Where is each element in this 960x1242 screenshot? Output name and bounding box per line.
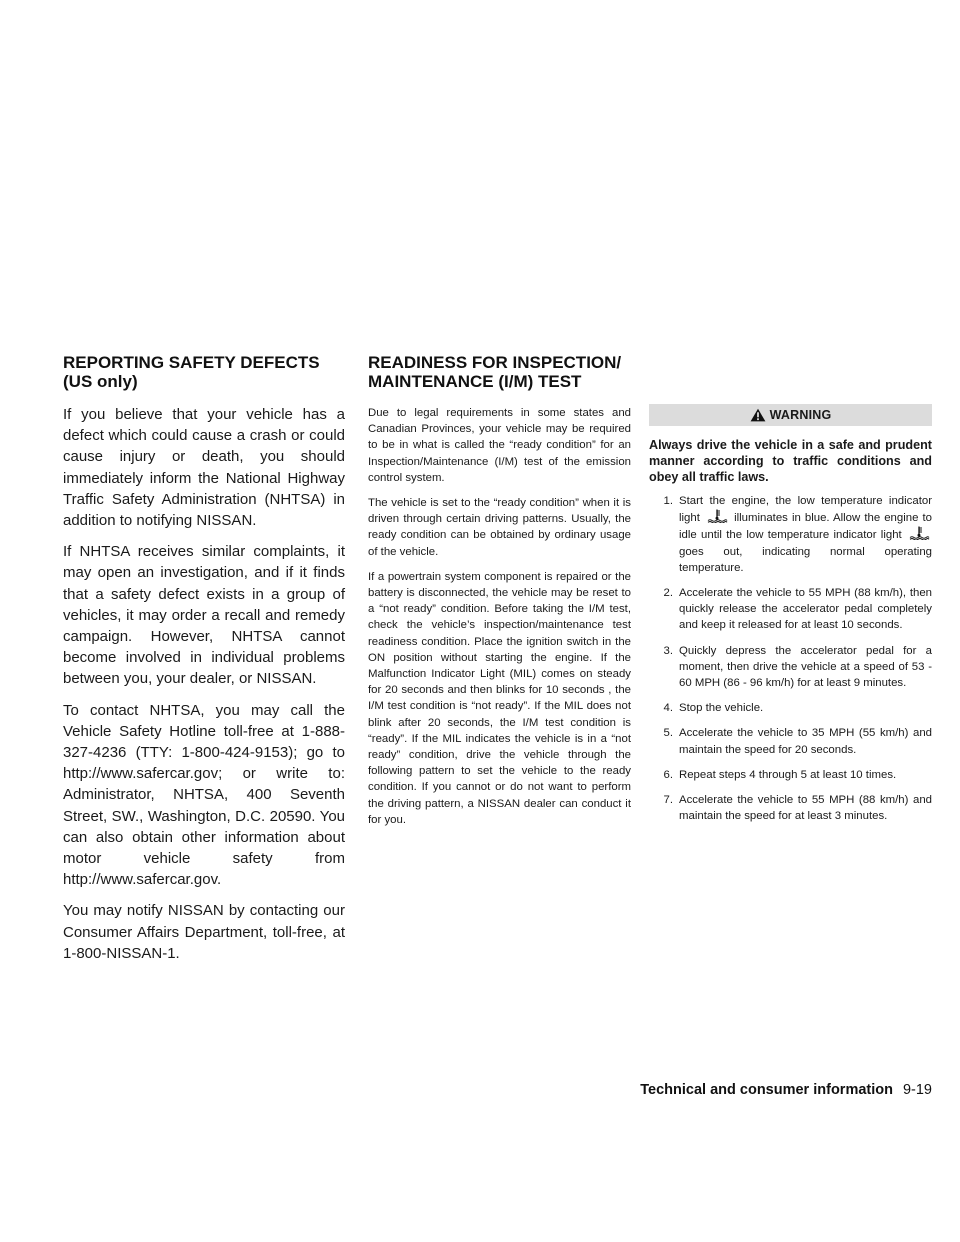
warning-text: Always drive the vehicle in a safe and prudent manner according to traffic conditions and obey all traffic laws. <box>649 438 932 484</box>
step-number: 5. <box>663 727 673 740</box>
step-text-part: illuminates in blue. Allow the engine to idle until the low temperature indicator light <box>679 512 932 542</box>
middle-column <box>368 405 631 837</box>
step-text <box>679 493 932 576</box>
step-text: Accelerate the vehicle to 55 MPH (88 km/h) and maintain the speed for at least 3 minutes. <box>679 794 932 823</box>
warning-label: WARNING <box>769 408 832 422</box>
footer-section-title: Technical and consumer information <box>640 1082 893 1098</box>
heading-readiness-im-test: READINESS FOR INSPECTION/ MAINTENANCE (I/M) TEST <box>368 353 622 391</box>
step-number: 1. <box>663 495 673 507</box>
list-item <box>649 643 932 692</box>
paragraph: To contact NHTSA, you may call the Vehicle Safety Hotline toll-free at 1-888-327-4236 (TTY: 1-800-424-9153); go to http://www.safercar.gov; or write to: Administrator, NHTSA, 400 Seventh Street, SW., Washington, D.C. 20590. You can also obtain other information about motor vehicle safety from http://www.safercar.gov. <box>63 701 345 889</box>
step-text: Accelerate the vehicle to 55 MPH (88 km/h), then quickly release the accelerator pedal completely and keep it released for at least 10 seconds. <box>679 587 932 632</box>
step-number: 2. <box>663 587 673 600</box>
step-text-part: Start the engine, the low temperature indicator light <box>679 495 932 525</box>
low-temperature-indicator-icon <box>908 526 930 540</box>
paragraph: If you believe that your vehicle has a defect which could cause a crash or could cause injury or death, you should immediately inform the National Highway Traffic Safety Administration (NHTSA) in addition to notifying NISSAN. <box>63 406 345 530</box>
warning-banner <box>649 404 932 426</box>
step-number: 3. <box>663 644 673 657</box>
paragraph: If NHTSA receives similar complaints, it may open an investigation, and if it finds that a safety defect exists in a group of vehicles, it may order a recall and remedy campaign. However, NHTSA cannot become involved in individual problems between you, your dealer, or NISSAN. <box>63 543 345 688</box>
step-text: Repeat steps 4 through 5 at least 10 times. <box>679 768 897 781</box>
list-item <box>649 792 932 824</box>
warning-triangle-icon <box>750 408 766 422</box>
paragraph: If a powertrain system component is repaired or the battery is disconnected, the vehicle may be reset to a “not ready” condition. Before taking the I/M test, check the vehicle’s inspection/maintenance test readiness condition. Place the ignition switch in the ON position without starting the engine. If the Malfunction Indicator Light (MIL) comes on steady for 20 seconds and then blinks for 10 seconds , the I/M test condition is “not ready”. If the MIL does not blink after 20 seconds, the I/M test condition is “ready”. If the MIL indicates the vehicle is in a “not ready” condition, drive the vehicle through the following pattern to set the vehicle to the ready condition. If you cannot or do not want to perform the driving pattern, a NISSAN dealer can conduct it for you. <box>368 570 631 826</box>
list-item <box>649 725 932 757</box>
step-text-part: goes out, indicating normal operating temperature. <box>679 545 932 574</box>
step-number: 7. <box>663 794 673 807</box>
step-text: Quickly depress the accelerator pedal for a moment, then drive the vehicle at a speed of 53 - 60 MPH (86 - 96 km/h) for at least 9 minutes. <box>679 644 932 690</box>
step-number: 6. <box>663 768 673 781</box>
step-text: Stop the vehicle. <box>679 702 764 715</box>
step-text: Accelerate the vehicle to 35 MPH (55 km/h) and maintain the speed for 20 seconds. <box>679 727 932 756</box>
list-item <box>649 585 932 634</box>
heading-reporting-safety-defects: REPORTING SAFETY DEFECTS (US only) <box>63 353 320 391</box>
procedure-steps <box>649 493 932 824</box>
page-number: 9-19 <box>902 1082 932 1098</box>
paragraph: You may notify NISSAN by contacting our Consumer Affairs Department, toll-free, at 1-800-NISSAN-1. <box>63 902 345 962</box>
list-item <box>649 493 932 576</box>
left-column <box>63 404 345 974</box>
list-item <box>649 700 932 716</box>
step-number: 4. <box>663 702 673 715</box>
paragraph: Due to legal requirements in some states and Canadian Provinces, your vehicle may be required to be in what is called the “ready condition” for an Inspection/Maintenance (I/M) test of the emission control system. <box>368 407 631 484</box>
list-item <box>649 767 932 783</box>
page-footer <box>640 1082 932 1098</box>
low-temperature-indicator-icon <box>706 509 728 523</box>
paragraph: The vehicle is set to the “ready condition” when it is driven through certain driving patterns. Usually, the ready condition can be obtained by ordinary usage of the vehicle. <box>368 497 631 558</box>
right-column <box>649 404 932 833</box>
